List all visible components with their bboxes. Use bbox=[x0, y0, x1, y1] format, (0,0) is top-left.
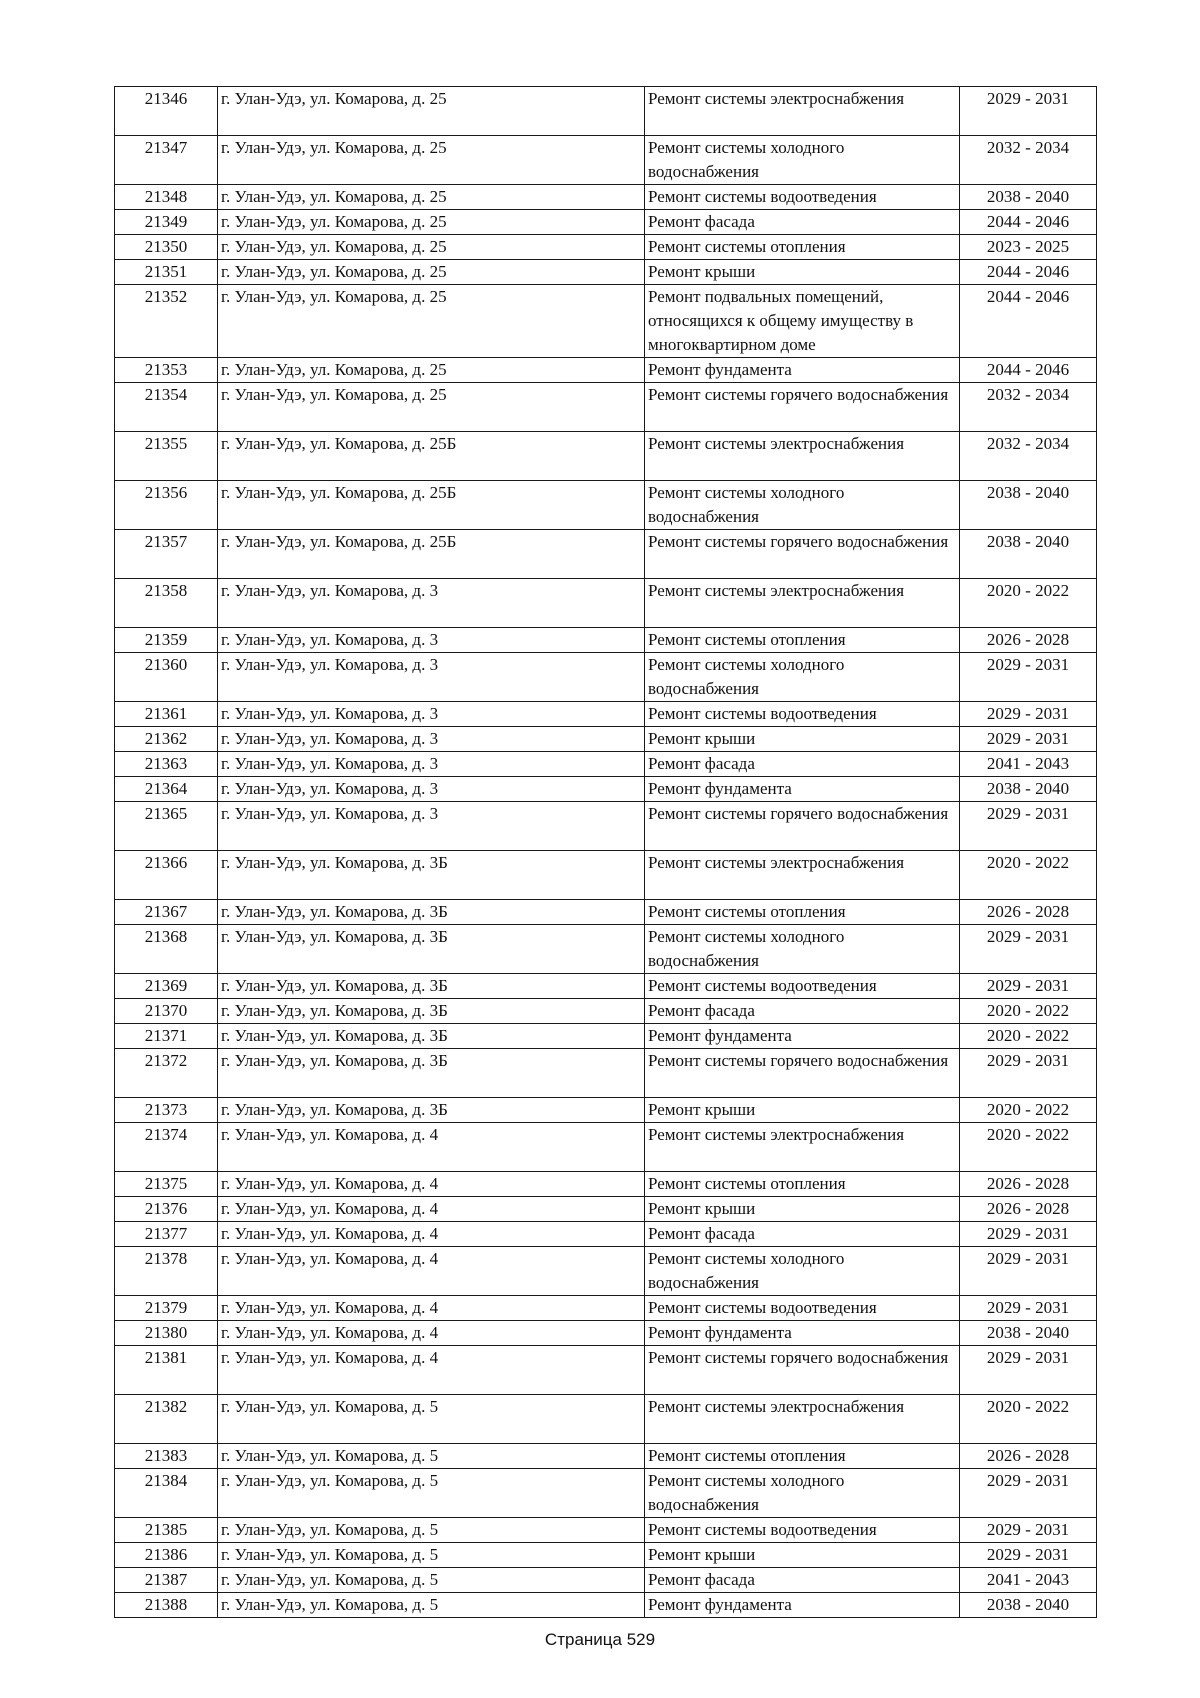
table-row bbox=[115, 1049, 1097, 1098]
period-cell: 2029 - 2031 bbox=[960, 87, 1097, 136]
table-row bbox=[115, 653, 1097, 702]
table-row bbox=[115, 1543, 1097, 1568]
address-cell: г. Улан-Удэ, ул. Комарова, д. 3 bbox=[218, 628, 645, 653]
address-cell: г. Улан-Удэ, ул. Комарова, д. 3 bbox=[218, 702, 645, 727]
table-row bbox=[115, 185, 1097, 210]
row-number-cell: 21370 bbox=[115, 999, 218, 1024]
table-row bbox=[115, 1444, 1097, 1469]
period-cell: 2020 - 2022 bbox=[960, 1024, 1097, 1049]
work-type-cell: Ремонт фундамента bbox=[645, 358, 960, 383]
address-cell: г. Улан-Удэ, ул. Комарова, д. 4 bbox=[218, 1222, 645, 1247]
address-cell: г. Улан-Удэ, ул. Комарова, д. 25 bbox=[218, 260, 645, 285]
period-cell: 2038 - 2040 bbox=[960, 481, 1097, 530]
table-row bbox=[115, 1518, 1097, 1543]
work-type-cell: Ремонт системы отопления bbox=[645, 235, 960, 260]
period-cell: 2029 - 2031 bbox=[960, 1247, 1097, 1296]
address-cell: г. Улан-Удэ, ул. Комарова, д. 25 bbox=[218, 185, 645, 210]
table-row bbox=[115, 851, 1097, 900]
table-row bbox=[115, 1346, 1097, 1395]
row-number-cell: 21364 bbox=[115, 777, 218, 802]
period-cell: 2026 - 2028 bbox=[960, 628, 1097, 653]
address-cell: г. Улан-Удэ, ул. Комарова, д. 3Б bbox=[218, 1098, 645, 1123]
work-type-cell: Ремонт системы холодного водоснабжения bbox=[645, 481, 960, 530]
address-cell: г. Улан-Удэ, ул. Комарова, д. 3Б bbox=[218, 1049, 645, 1098]
work-type-cell: Ремонт крыши bbox=[645, 1197, 960, 1222]
work-type-cell: Ремонт системы электроснабжения bbox=[645, 579, 960, 628]
work-type-cell: Ремонт фасада bbox=[645, 1222, 960, 1247]
period-cell: 2020 - 2022 bbox=[960, 1098, 1097, 1123]
table-row bbox=[115, 628, 1097, 653]
period-cell: 2032 - 2034 bbox=[960, 432, 1097, 481]
address-cell: г. Улан-Удэ, ул. Комарова, д. 4 bbox=[218, 1197, 645, 1222]
address-cell: г. Улан-Удэ, ул. Комарова, д. 25 bbox=[218, 210, 645, 235]
address-cell: г. Улан-Удэ, ул. Комарова, д. 3Б bbox=[218, 1024, 645, 1049]
period-cell: 2026 - 2028 bbox=[960, 1444, 1097, 1469]
row-number-cell: 21355 bbox=[115, 432, 218, 481]
table-row bbox=[115, 260, 1097, 285]
row-number-cell: 21387 bbox=[115, 1568, 218, 1593]
address-cell: г. Улан-Удэ, ул. Комарова, д. 4 bbox=[218, 1346, 645, 1395]
row-number-cell: 21375 bbox=[115, 1172, 218, 1197]
row-number-cell: 21374 bbox=[115, 1123, 218, 1172]
period-cell: 2029 - 2031 bbox=[960, 1049, 1097, 1098]
table-row bbox=[115, 900, 1097, 925]
table-row bbox=[115, 530, 1097, 579]
period-cell: 2038 - 2040 bbox=[960, 1321, 1097, 1346]
row-number-cell: 21354 bbox=[115, 383, 218, 432]
row-number-cell: 21371 bbox=[115, 1024, 218, 1049]
row-number-cell: 21365 bbox=[115, 802, 218, 851]
address-cell: г. Улан-Удэ, ул. Комарова, д. 3 bbox=[218, 727, 645, 752]
period-cell: 2044 - 2046 bbox=[960, 210, 1097, 235]
table-row bbox=[115, 383, 1097, 432]
address-cell: г. Улан-Удэ, ул. Комарова, д. 3Б bbox=[218, 900, 645, 925]
table-row bbox=[115, 999, 1097, 1024]
row-number-cell: 21352 bbox=[115, 285, 218, 358]
row-number-cell: 21373 bbox=[115, 1098, 218, 1123]
table-row bbox=[115, 87, 1097, 136]
row-number-cell: 21363 bbox=[115, 752, 218, 777]
row-number-cell: 21380 bbox=[115, 1321, 218, 1346]
row-number-cell: 21362 bbox=[115, 727, 218, 752]
period-cell: 2041 - 2043 bbox=[960, 752, 1097, 777]
work-type-cell: Ремонт фасада bbox=[645, 752, 960, 777]
address-cell: г. Улан-Удэ, ул. Комарова, д. 5 bbox=[218, 1518, 645, 1543]
address-cell: г. Улан-Удэ, ул. Комарова, д. 5 bbox=[218, 1395, 645, 1444]
work-type-cell: Ремонт системы отопления bbox=[645, 628, 960, 653]
row-number-cell: 21377 bbox=[115, 1222, 218, 1247]
address-cell: г. Улан-Удэ, ул. Комарова, д. 25Б bbox=[218, 432, 645, 481]
row-number-cell: 21346 bbox=[115, 87, 218, 136]
address-cell: г. Улан-Удэ, ул. Комарова, д. 3Б bbox=[218, 851, 645, 900]
table-row bbox=[115, 1172, 1097, 1197]
period-cell: 2029 - 2031 bbox=[960, 802, 1097, 851]
address-cell: г. Улан-Удэ, ул. Комарова, д. 5 bbox=[218, 1543, 645, 1568]
address-cell: г. Улан-Удэ, ул. Комарова, д. 3Б bbox=[218, 974, 645, 999]
address-cell: г. Улан-Удэ, ул. Комарова, д. 4 bbox=[218, 1172, 645, 1197]
address-cell: г. Улан-Удэ, ул. Комарова, д. 25Б bbox=[218, 481, 645, 530]
period-cell: 2038 - 2040 bbox=[960, 530, 1097, 579]
row-number-cell: 21347 bbox=[115, 136, 218, 185]
table-row bbox=[115, 1395, 1097, 1444]
address-cell: г. Улан-Удэ, ул. Комарова, д. 25 bbox=[218, 358, 645, 383]
period-cell: 2041 - 2043 bbox=[960, 1568, 1097, 1593]
period-cell: 2029 - 2031 bbox=[960, 727, 1097, 752]
period-cell: 2029 - 2031 bbox=[960, 653, 1097, 702]
table-row bbox=[115, 1024, 1097, 1049]
work-type-cell: Ремонт фундамента bbox=[645, 1321, 960, 1346]
period-cell: 2029 - 2031 bbox=[960, 1296, 1097, 1321]
work-type-cell: Ремонт системы водоотведения bbox=[645, 185, 960, 210]
table-row bbox=[115, 1568, 1097, 1593]
table-row bbox=[115, 1197, 1097, 1222]
table-row bbox=[115, 432, 1097, 481]
table-row bbox=[115, 974, 1097, 999]
table-row bbox=[115, 925, 1097, 974]
row-number-cell: 21360 bbox=[115, 653, 218, 702]
work-type-cell: Ремонт системы отопления bbox=[645, 900, 960, 925]
row-number-cell: 21356 bbox=[115, 481, 218, 530]
period-cell: 2020 - 2022 bbox=[960, 1395, 1097, 1444]
work-type-cell: Ремонт системы холодного водоснабжения bbox=[645, 1247, 960, 1296]
table-row bbox=[115, 481, 1097, 530]
row-number-cell: 21353 bbox=[115, 358, 218, 383]
work-type-cell: Ремонт крыши bbox=[645, 260, 960, 285]
period-cell: 2044 - 2046 bbox=[960, 260, 1097, 285]
row-number-cell: 21376 bbox=[115, 1197, 218, 1222]
work-type-cell: Ремонт системы холодного водоснабжения bbox=[645, 925, 960, 974]
table-row bbox=[115, 727, 1097, 752]
work-type-cell: Ремонт системы горячего водоснабжения bbox=[645, 530, 960, 579]
table-row bbox=[115, 1593, 1097, 1618]
repair-schedule-table bbox=[114, 86, 1097, 1618]
period-cell: 2029 - 2031 bbox=[960, 1543, 1097, 1568]
period-cell: 2038 - 2040 bbox=[960, 777, 1097, 802]
address-cell: г. Улан-Удэ, ул. Комарова, д. 5 bbox=[218, 1469, 645, 1518]
row-number-cell: 21350 bbox=[115, 235, 218, 260]
period-cell: 2026 - 2028 bbox=[960, 900, 1097, 925]
table-row bbox=[115, 702, 1097, 727]
work-type-cell: Ремонт системы холодного водоснабжения bbox=[645, 1469, 960, 1518]
row-number-cell: 21357 bbox=[115, 530, 218, 579]
period-cell: 2026 - 2028 bbox=[960, 1172, 1097, 1197]
work-type-cell: Ремонт системы отопления bbox=[645, 1444, 960, 1469]
work-type-cell: Ремонт фасада bbox=[645, 999, 960, 1024]
address-cell: г. Улан-Удэ, ул. Комарова, д. 4 bbox=[218, 1123, 645, 1172]
row-number-cell: 21379 bbox=[115, 1296, 218, 1321]
row-number-cell: 21378 bbox=[115, 1247, 218, 1296]
table-row bbox=[115, 802, 1097, 851]
address-cell: г. Улан-Удэ, ул. Комарова, д. 25 bbox=[218, 87, 645, 136]
work-type-cell: Ремонт системы водоотведения bbox=[645, 702, 960, 727]
table-body bbox=[115, 87, 1097, 1618]
row-number-cell: 21348 bbox=[115, 185, 218, 210]
row-number-cell: 21358 bbox=[115, 579, 218, 628]
table-row bbox=[115, 210, 1097, 235]
period-cell: 2044 - 2046 bbox=[960, 285, 1097, 358]
period-cell: 2026 - 2028 bbox=[960, 1197, 1097, 1222]
work-type-cell: Ремонт системы горячего водоснабжения bbox=[645, 802, 960, 851]
address-cell: г. Улан-Удэ, ул. Комарова, д. 3 bbox=[218, 777, 645, 802]
address-cell: г. Улан-Удэ, ул. Комарова, д. 3 bbox=[218, 579, 645, 628]
work-type-cell: Ремонт системы электроснабжения bbox=[645, 432, 960, 481]
table-row bbox=[115, 1469, 1097, 1518]
period-cell: 2020 - 2022 bbox=[960, 1123, 1097, 1172]
row-number-cell: 21368 bbox=[115, 925, 218, 974]
row-number-cell: 21385 bbox=[115, 1518, 218, 1543]
table-row bbox=[115, 1321, 1097, 1346]
row-number-cell: 21372 bbox=[115, 1049, 218, 1098]
period-cell: 2023 - 2025 bbox=[960, 235, 1097, 260]
row-number-cell: 21386 bbox=[115, 1543, 218, 1568]
row-number-cell: 21351 bbox=[115, 260, 218, 285]
address-cell: г. Улан-Удэ, ул. Комарова, д. 3 bbox=[218, 653, 645, 702]
row-number-cell: 21367 bbox=[115, 900, 218, 925]
address-cell: г. Улан-Удэ, ул. Комарова, д. 4 bbox=[218, 1296, 645, 1321]
address-cell: г. Улан-Удэ, ул. Комарова, д. 25 bbox=[218, 136, 645, 185]
work-type-cell: Ремонт фундамента bbox=[645, 777, 960, 802]
work-type-cell: Ремонт системы горячего водоснабжения bbox=[645, 1049, 960, 1098]
work-type-cell: Ремонт системы холодного водоснабжения bbox=[645, 653, 960, 702]
row-number-cell: 21349 bbox=[115, 210, 218, 235]
period-cell: 2032 - 2034 bbox=[960, 136, 1097, 185]
period-cell: 2029 - 2031 bbox=[960, 1518, 1097, 1543]
work-type-cell: Ремонт системы водоотведения bbox=[645, 1518, 960, 1543]
work-type-cell: Ремонт системы водоотведения bbox=[645, 974, 960, 999]
work-type-cell: Ремонт крыши bbox=[645, 1098, 960, 1123]
address-cell: г. Улан-Удэ, ул. Комарова, д. 5 bbox=[218, 1568, 645, 1593]
row-number-cell: 21361 bbox=[115, 702, 218, 727]
table-row bbox=[115, 235, 1097, 260]
table-row bbox=[115, 752, 1097, 777]
period-cell: 2038 - 2040 bbox=[960, 1593, 1097, 1618]
address-cell: г. Улан-Удэ, ул. Комарова, д. 3 bbox=[218, 752, 645, 777]
period-cell: 2020 - 2022 bbox=[960, 579, 1097, 628]
work-type-cell: Ремонт системы холодного водоснабжения bbox=[645, 136, 960, 185]
work-type-cell: Ремонт крыши bbox=[645, 1543, 960, 1568]
period-cell: 2038 - 2040 bbox=[960, 185, 1097, 210]
period-cell: 2020 - 2022 bbox=[960, 999, 1097, 1024]
page-number: Страница 529 bbox=[544, 1630, 656, 1649]
table-row bbox=[115, 1222, 1097, 1247]
period-cell: 2029 - 2031 bbox=[960, 925, 1097, 974]
work-type-cell: Ремонт фундамента bbox=[645, 1593, 960, 1618]
work-type-cell: Ремонт фундамента bbox=[645, 1024, 960, 1049]
period-cell: 2029 - 2031 bbox=[960, 1469, 1097, 1518]
address-cell: г. Улан-Удэ, ул. Комарова, д. 25Б bbox=[218, 530, 645, 579]
table-row bbox=[115, 777, 1097, 802]
period-cell: 2044 - 2046 bbox=[960, 358, 1097, 383]
work-type-cell: Ремонт системы отопления bbox=[645, 1172, 960, 1197]
table-row bbox=[115, 1247, 1097, 1296]
row-number-cell: 21381 bbox=[115, 1346, 218, 1395]
row-number-cell: 21384 bbox=[115, 1469, 218, 1518]
table-row bbox=[115, 136, 1097, 185]
work-type-cell: Ремонт системы электроснабжения bbox=[645, 1123, 960, 1172]
period-cell: 2029 - 2031 bbox=[960, 702, 1097, 727]
address-cell: г. Улан-Удэ, ул. Комарова, д. 25 bbox=[218, 383, 645, 432]
period-cell: 2029 - 2031 bbox=[960, 1346, 1097, 1395]
work-type-cell: Ремонт системы электроснабжения bbox=[645, 87, 960, 136]
address-cell: г. Улан-Удэ, ул. Комарова, д. 25 bbox=[218, 235, 645, 260]
row-number-cell: 21383 bbox=[115, 1444, 218, 1469]
address-cell: г. Улан-Удэ, ул. Комарова, д. 4 bbox=[218, 1321, 645, 1346]
table-row bbox=[115, 1296, 1097, 1321]
work-type-cell: Ремонт крыши bbox=[645, 727, 960, 752]
work-type-cell: Ремонт системы горячего водоснабжения bbox=[645, 1346, 960, 1395]
table-row bbox=[115, 579, 1097, 628]
table-row bbox=[115, 1098, 1097, 1123]
table-row bbox=[115, 358, 1097, 383]
period-cell: 2020 - 2022 bbox=[960, 851, 1097, 900]
work-type-cell: Ремонт фасада bbox=[645, 210, 960, 235]
address-cell: г. Улан-Удэ, ул. Комарова, д. 3Б bbox=[218, 925, 645, 974]
row-number-cell: 21382 bbox=[115, 1395, 218, 1444]
row-number-cell: 21369 bbox=[115, 974, 218, 999]
row-number-cell: 21366 bbox=[115, 851, 218, 900]
row-number-cell: 21359 bbox=[115, 628, 218, 653]
work-type-cell: Ремонт подвальных помещений, относящихся к общему имуществу в многоквартирном доме bbox=[645, 285, 960, 358]
address-cell: г. Улан-Удэ, ул. Комарова, д. 25 bbox=[218, 285, 645, 358]
address-cell: г. Улан-Удэ, ул. Комарова, д. 5 bbox=[218, 1593, 645, 1618]
period-cell: 2032 - 2034 bbox=[960, 383, 1097, 432]
work-type-cell: Ремонт системы электроснабжения bbox=[645, 1395, 960, 1444]
row-number-cell: 21388 bbox=[115, 1593, 218, 1618]
table-row bbox=[115, 1123, 1097, 1172]
address-cell: г. Улан-Удэ, ул. Комарова, д. 4 bbox=[218, 1247, 645, 1296]
period-cell: 2029 - 2031 bbox=[960, 1222, 1097, 1247]
table-row bbox=[115, 285, 1097, 358]
work-type-cell: Ремонт системы электроснабжения bbox=[645, 851, 960, 900]
work-type-cell: Ремонт фасада bbox=[645, 1568, 960, 1593]
address-cell: г. Улан-Удэ, ул. Комарова, д. 3 bbox=[218, 802, 645, 851]
period-cell: 2029 - 2031 bbox=[960, 974, 1097, 999]
work-type-cell: Ремонт системы водоотведения bbox=[645, 1296, 960, 1321]
work-type-cell: Ремонт системы горячего водоснабжения bbox=[645, 383, 960, 432]
address-cell: г. Улан-Удэ, ул. Комарова, д. 5 bbox=[218, 1444, 645, 1469]
address-cell: г. Улан-Удэ, ул. Комарова, д. 3Б bbox=[218, 999, 645, 1024]
